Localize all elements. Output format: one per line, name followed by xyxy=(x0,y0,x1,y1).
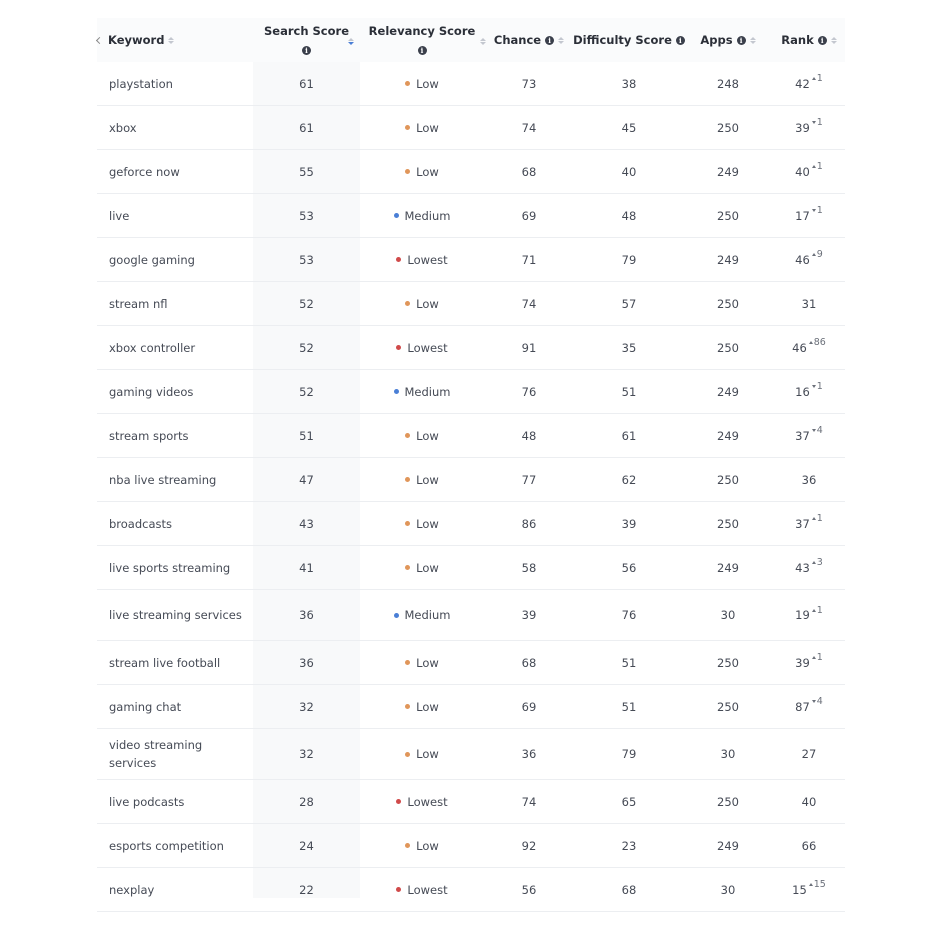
relevancy-cell xyxy=(360,194,484,237)
rank-cell xyxy=(773,106,845,149)
table-row[interactable] xyxy=(97,780,845,824)
info-icon[interactable]: i xyxy=(676,36,685,45)
relevancy-cell xyxy=(360,238,484,281)
search-score-cell: 32 xyxy=(299,747,314,761)
relevancy-label: Lowest xyxy=(407,252,448,267)
relevancy-label: Low xyxy=(416,747,439,761)
chance-cell: 68 xyxy=(521,655,537,670)
info-icon[interactable]: i xyxy=(545,36,554,45)
rank-cell xyxy=(773,150,845,193)
header-relevancy-score[interactable] xyxy=(360,18,484,62)
rank-cell xyxy=(773,326,845,369)
chance-cell: 86 xyxy=(521,516,537,531)
rank-change-value: 15 xyxy=(813,879,826,890)
rank-change xyxy=(812,161,823,172)
rank-value: 39 xyxy=(795,120,810,135)
relevancy-label: Low xyxy=(416,516,439,531)
difficulty-cell: 61 xyxy=(621,428,637,443)
rank-change-value: 1 xyxy=(816,381,823,392)
arrow-up-icon xyxy=(812,656,816,659)
rank-change-value: 1 xyxy=(816,604,823,616)
rank-change-value: 3 xyxy=(816,557,823,568)
rank-value: 42 xyxy=(795,76,810,91)
search-score-cell: 24 xyxy=(299,838,314,853)
rank-value: 37 xyxy=(795,516,810,531)
arrow-up-icon xyxy=(812,165,816,168)
arrow-down-icon xyxy=(812,121,816,124)
rank-value: 37 xyxy=(795,428,810,443)
rank-value: 16 xyxy=(795,384,810,399)
relevancy-dot-icon xyxy=(405,752,410,757)
table-row[interactable] xyxy=(97,106,845,150)
difficulty-cell: 23 xyxy=(621,838,637,853)
relevancy-cell xyxy=(360,780,484,823)
difficulty-cell: 79 xyxy=(621,252,637,267)
search-score-cell: 53 xyxy=(299,252,314,267)
relevancy-dot-icon xyxy=(396,799,401,804)
rank-change xyxy=(812,513,823,524)
relevancy-dot-icon xyxy=(405,81,410,86)
table-row[interactable] xyxy=(97,685,845,729)
relevancy-dot-icon xyxy=(405,301,410,306)
rank-change-value: 9 xyxy=(816,249,823,260)
difficulty-cell: 40 xyxy=(621,164,637,179)
header-keyword-label: Keyword xyxy=(108,33,165,47)
relevancy-cell xyxy=(360,590,484,640)
table-row[interactable] xyxy=(97,150,845,194)
rank-value: 46 xyxy=(795,252,810,267)
arrow-up-icon xyxy=(812,561,816,564)
relevancy-dot-icon xyxy=(396,257,401,262)
sort-active-icon xyxy=(348,38,354,45)
keyword-cell[interactable]: xbox xyxy=(109,120,137,135)
search-score-cell: 32 xyxy=(299,699,314,714)
rank-change xyxy=(812,381,823,392)
rank-cell xyxy=(773,729,845,779)
search-score-cell: 36 xyxy=(299,655,314,670)
rank-cell xyxy=(773,238,845,281)
difficulty-cell: 35 xyxy=(621,340,637,355)
rank-change-value: 1 xyxy=(816,161,823,172)
apps-cell: 249 xyxy=(717,252,739,267)
difficulty-cell: 79 xyxy=(621,747,637,761)
rank-cell xyxy=(773,282,845,325)
table-row[interactable] xyxy=(97,282,845,326)
relevancy-dot-icon xyxy=(396,887,401,892)
relevancy-label: Medium xyxy=(404,384,451,399)
chance-cell: 92 xyxy=(521,838,537,853)
table-row[interactable] xyxy=(97,370,845,414)
relevancy-cell xyxy=(360,370,484,413)
rank-value: 40 xyxy=(795,164,810,179)
search-score-cell: 51 xyxy=(299,428,314,443)
relevancy-dot-icon xyxy=(405,660,410,665)
keyword-cell[interactable]: live podcasts xyxy=(109,794,185,809)
info-icon[interactable]: i xyxy=(302,46,311,55)
header-chance-label: Chance xyxy=(493,33,542,47)
search-score-cell: 61 xyxy=(299,76,314,91)
arrow-up-icon xyxy=(809,883,813,886)
table-row[interactable] xyxy=(97,62,845,106)
table-row[interactable] xyxy=(97,414,845,458)
arrow-up-icon xyxy=(812,77,816,80)
header-apps-label: Apps xyxy=(700,33,733,47)
rank-cell xyxy=(773,414,845,457)
relevancy-dot-icon xyxy=(394,389,399,394)
arrow-down-icon xyxy=(812,209,816,212)
chance-cell: 58 xyxy=(521,560,537,575)
info-icon[interactable]: i xyxy=(818,36,827,45)
header-search-score[interactable] xyxy=(253,18,360,62)
rank-value: 39 xyxy=(795,655,810,670)
rank-cell xyxy=(773,780,845,823)
relevancy-dot-icon xyxy=(405,521,410,526)
relevancy-cell xyxy=(360,641,484,684)
keyword-table xyxy=(97,18,845,897)
rank-change-value: 4 xyxy=(816,696,823,707)
rank-change xyxy=(812,205,823,216)
rank-cell xyxy=(773,868,845,911)
search-score-cell: 28 xyxy=(299,794,314,809)
apps-cell: 249 xyxy=(717,428,739,443)
header-apps[interactable] xyxy=(691,18,765,62)
chance-cell: 74 xyxy=(521,794,537,809)
keyword-cell[interactable]: live sports streaming xyxy=(109,560,231,575)
relevancy-label: Low xyxy=(416,560,439,575)
arrow-down-icon xyxy=(812,700,816,703)
relevancy-cell xyxy=(360,62,484,105)
apps-cell: 250 xyxy=(717,794,739,809)
difficulty-cell: 51 xyxy=(621,699,637,714)
difficulty-cell: 57 xyxy=(621,296,637,311)
chance-cell: 39 xyxy=(521,608,537,622)
relevancy-cell xyxy=(360,458,484,501)
relevancy-dot-icon xyxy=(405,565,410,570)
search-score-cell: 43 xyxy=(299,516,314,531)
keyword-cell[interactable]: xbox controller xyxy=(109,340,196,355)
relevancy-dot-icon xyxy=(405,843,410,848)
rank-change xyxy=(812,249,823,260)
rank-change-value: 4 xyxy=(816,425,823,436)
table-header xyxy=(97,18,845,62)
arrow-up-icon xyxy=(812,253,816,256)
header-rank[interactable] xyxy=(773,18,845,62)
arrow-down-icon xyxy=(812,429,816,432)
keyword-cell[interactable]: video streaming services xyxy=(109,738,203,770)
search-score-cell: 22 xyxy=(299,882,314,897)
relevancy-label: Medium xyxy=(404,608,451,622)
rank-change xyxy=(812,117,823,128)
rank-cell xyxy=(773,458,845,501)
sort-icon xyxy=(831,37,837,44)
chance-cell: 69 xyxy=(521,699,537,714)
difficulty-cell: 51 xyxy=(621,384,637,399)
relevancy-label: Medium xyxy=(404,208,451,223)
sort-icon xyxy=(168,37,174,44)
rank-value: 15 xyxy=(792,882,807,897)
sort-icon xyxy=(480,38,486,45)
apps-cell: 250 xyxy=(717,655,739,670)
keyword-cell[interactable]: playstation xyxy=(109,76,173,91)
search-score-cell: 41 xyxy=(299,560,314,575)
relevancy-cell xyxy=(360,685,484,728)
difficulty-cell: 76 xyxy=(621,608,637,622)
table-row[interactable] xyxy=(97,326,845,370)
search-score-cell: 53 xyxy=(299,208,314,223)
search-score-cell: 52 xyxy=(299,296,314,311)
rank-change-value: 1 xyxy=(816,513,823,524)
apps-cell: 250 xyxy=(717,296,739,311)
rank-value: 31 xyxy=(801,296,817,311)
relevancy-dot-icon xyxy=(394,213,399,218)
relevancy-label: Lowest xyxy=(407,882,448,897)
apps-cell: 249 xyxy=(717,560,739,575)
table-body xyxy=(97,62,845,912)
arrow-up-icon xyxy=(812,517,816,520)
relevancy-label: Lowest xyxy=(407,794,448,809)
rank-change-value: 86 xyxy=(813,337,826,348)
chance-cell: 91 xyxy=(521,340,537,355)
difficulty-cell: 38 xyxy=(621,76,637,91)
table-row[interactable] xyxy=(97,590,845,641)
relevancy-dot-icon xyxy=(405,125,410,130)
apps-cell: 250 xyxy=(717,208,739,223)
keyword-cell[interactable]: nexplay xyxy=(109,882,155,897)
arrow-up-icon xyxy=(812,609,816,612)
apps-cell: 249 xyxy=(717,164,739,179)
relevancy-label: Low xyxy=(416,120,439,135)
apps-cell: 249 xyxy=(717,384,739,399)
table-row[interactable] xyxy=(97,824,845,868)
rank-cell xyxy=(773,194,845,237)
relevancy-dot-icon xyxy=(396,345,401,350)
apps-cell: 30 xyxy=(720,608,736,622)
table-row[interactable] xyxy=(97,238,845,282)
info-icon[interactable]: i xyxy=(418,46,427,55)
sort-icon xyxy=(558,37,564,44)
relevancy-cell xyxy=(360,868,484,911)
header-keyword[interactable] xyxy=(97,18,253,62)
chance-cell: 48 xyxy=(521,428,537,443)
chance-cell: 74 xyxy=(521,120,537,135)
difficulty-cell: 56 xyxy=(621,560,637,575)
relevancy-label: Low xyxy=(416,76,439,91)
rank-value: 19 xyxy=(795,608,810,622)
relevancy-dot-icon xyxy=(394,613,399,618)
difficulty-cell: 68 xyxy=(621,882,637,897)
sort-icon xyxy=(750,37,756,44)
rank-change-value: 1 xyxy=(816,652,823,663)
difficulty-cell: 48 xyxy=(621,208,637,223)
apps-cell: 250 xyxy=(717,699,739,714)
chance-cell: 73 xyxy=(521,76,537,91)
relevancy-dot-icon xyxy=(405,433,410,438)
rank-change xyxy=(812,73,823,84)
search-score-cell: 55 xyxy=(299,164,314,179)
keyword-cell[interactable]: live xyxy=(109,208,130,223)
rank-change xyxy=(809,337,826,348)
rank-value: 43 xyxy=(795,560,810,575)
rank-value: 87 xyxy=(795,699,810,714)
info-icon[interactable]: i xyxy=(737,36,746,45)
rank-change xyxy=(812,425,823,436)
relevancy-label: Low xyxy=(416,655,439,670)
rank-value: 27 xyxy=(801,747,817,761)
rank-cell xyxy=(773,641,845,684)
keyword-cell[interactable]: nba live streaming xyxy=(109,472,217,487)
search-score-cell: 47 xyxy=(299,472,314,487)
difficulty-cell: 65 xyxy=(621,794,637,809)
rank-cell xyxy=(773,824,845,867)
relevancy-label: Lowest xyxy=(407,340,448,355)
rank-cell xyxy=(773,590,845,640)
keyword-cell[interactable]: stream live football xyxy=(109,655,221,670)
keyword-cell[interactable]: broadcasts xyxy=(109,516,173,531)
relevancy-cell xyxy=(360,106,484,149)
header-search-score-label: Search Score xyxy=(264,24,349,38)
rank-change-value: 1 xyxy=(816,205,823,216)
rank-cell xyxy=(773,370,845,413)
keyword-cell[interactable]: esports competition xyxy=(109,838,224,853)
table-row[interactable] xyxy=(97,502,845,546)
chance-cell: 77 xyxy=(521,472,537,487)
apps-cell: 30 xyxy=(720,882,736,897)
rank-value: 66 xyxy=(801,838,817,853)
relevancy-label: Low xyxy=(416,164,439,179)
keyword-cell[interactable]: stream sports xyxy=(109,428,189,443)
relevancy-cell xyxy=(360,150,484,193)
rank-value: 17 xyxy=(795,208,810,223)
relevancy-dot-icon xyxy=(405,477,410,482)
difficulty-cell: 51 xyxy=(621,655,637,670)
chance-cell: 56 xyxy=(521,882,537,897)
rank-change xyxy=(812,605,823,616)
relevancy-label: Low xyxy=(416,838,439,853)
relevancy-cell xyxy=(360,326,484,369)
search-score-cell: 36 xyxy=(299,608,314,622)
table-row[interactable] xyxy=(97,729,845,780)
rank-change xyxy=(812,696,823,707)
rank-value: 40 xyxy=(801,794,817,809)
rank-value: 46 xyxy=(792,340,807,355)
relevancy-cell xyxy=(360,414,484,457)
relevancy-dot-icon xyxy=(405,704,410,709)
rank-change xyxy=(812,652,823,663)
relevancy-cell xyxy=(360,282,484,325)
header-difficulty[interactable] xyxy=(575,18,683,62)
search-score-cell: 52 xyxy=(299,384,314,399)
rank-change-value: 1 xyxy=(816,73,823,84)
chance-cell: 74 xyxy=(521,296,537,311)
keyword-cell[interactable]: gaming chat xyxy=(109,699,182,714)
chevron-left-icon xyxy=(96,36,103,43)
table-row[interactable] xyxy=(97,546,845,590)
table-row[interactable] xyxy=(97,641,845,685)
apps-cell: 250 xyxy=(717,120,739,135)
arrow-up-icon xyxy=(809,341,813,344)
relevancy-cell xyxy=(360,502,484,545)
apps-cell: 30 xyxy=(720,747,736,761)
apps-cell: 248 xyxy=(717,76,739,91)
relevancy-dot-icon xyxy=(405,169,410,174)
arrow-down-icon xyxy=(812,385,816,388)
rank-change xyxy=(809,879,826,890)
relevancy-label: Low xyxy=(416,472,439,487)
relevancy-label: Low xyxy=(416,699,439,714)
rank-cell xyxy=(773,502,845,545)
keyword-cell[interactable]: geforce now xyxy=(109,164,180,179)
keyword-cell[interactable]: stream nfl xyxy=(109,296,168,311)
apps-cell: 249 xyxy=(717,838,739,853)
table-row[interactable] xyxy=(97,458,845,502)
apps-cell: 250 xyxy=(717,516,739,531)
relevancy-cell xyxy=(360,729,484,779)
chance-cell: 69 xyxy=(521,208,537,223)
relevancy-label: Low xyxy=(416,296,439,311)
apps-cell: 250 xyxy=(717,340,739,355)
chance-cell: 68 xyxy=(521,164,537,179)
keyword-cell[interactable]: gaming videos xyxy=(109,384,194,399)
keyword-cell[interactable]: live streaming services xyxy=(109,608,242,622)
table-row[interactable] xyxy=(97,868,845,912)
difficulty-cell: 62 xyxy=(621,472,637,487)
relevancy-cell xyxy=(360,546,484,589)
rank-change xyxy=(812,557,823,568)
chance-cell: 71 xyxy=(521,252,537,267)
header-difficulty-label: Difficulty Score xyxy=(573,33,672,47)
chance-cell: 76 xyxy=(521,384,537,399)
table-row[interactable] xyxy=(97,194,845,238)
keyword-cell[interactable]: google gaming xyxy=(109,252,195,267)
chance-cell: 36 xyxy=(521,747,537,761)
difficulty-cell: 45 xyxy=(621,120,637,135)
rank-change-value: 1 xyxy=(816,117,823,128)
search-score-cell: 61 xyxy=(299,120,314,135)
rank-cell xyxy=(773,62,845,105)
rank-value: 36 xyxy=(801,472,817,487)
difficulty-cell: 39 xyxy=(621,516,637,531)
apps-cell: 250 xyxy=(717,472,739,487)
search-score-cell: 52 xyxy=(299,340,314,355)
relevancy-cell xyxy=(360,824,484,867)
relevancy-label: Low xyxy=(416,428,439,443)
header-relevancy-score-label: Relevancy Score xyxy=(368,24,476,38)
rank-cell xyxy=(773,546,845,589)
header-rank-label: Rank xyxy=(781,33,814,47)
header-chance[interactable] xyxy=(490,18,568,62)
rank-cell xyxy=(773,685,845,728)
